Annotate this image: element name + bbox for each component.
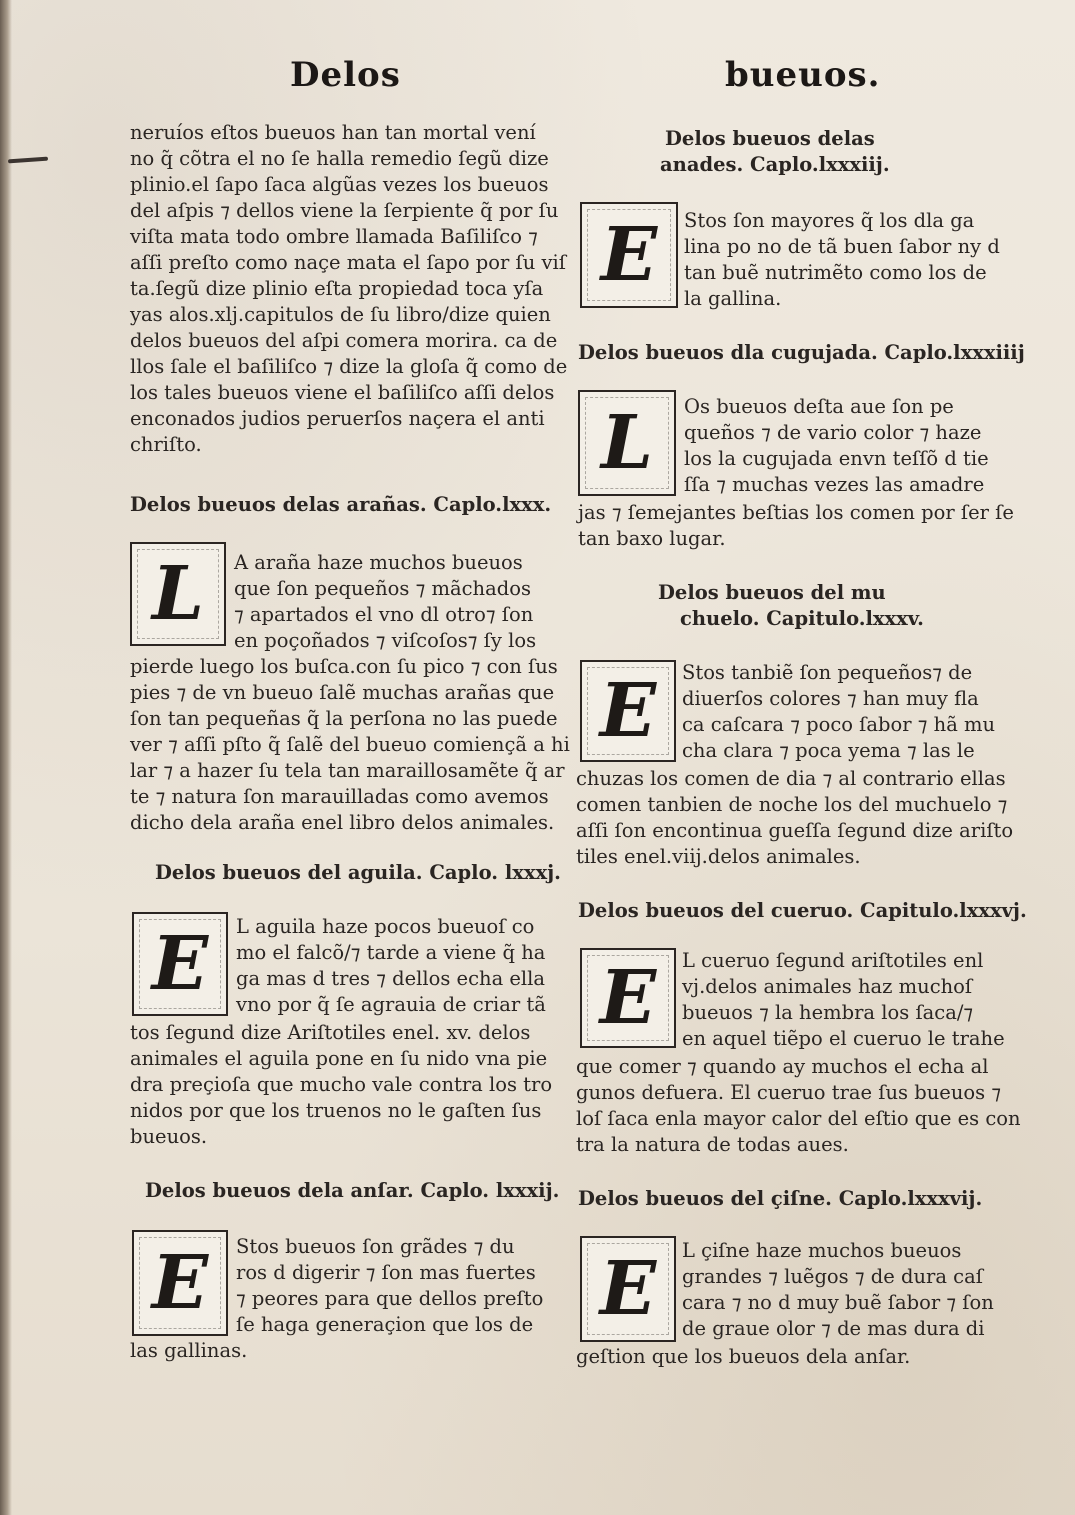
text-line: pies ⁊ de vn bueuo ſalẽ muchas arañas que <box>130 681 555 704</box>
text-line: neruíos eſtos bueuos han tan mortal vení <box>130 121 536 144</box>
text-line: cara ⁊ no d muy buẽ ſabor ⁊ ſon <box>682 1291 994 1314</box>
text-line: queños ⁊ de vario color ⁊ haze <box>684 421 982 444</box>
initial-letter: E <box>600 212 658 298</box>
text-line: lina po no de tã buen ſabor ny d <box>684 235 1000 258</box>
text-line: bueuos. <box>130 1125 208 1148</box>
text-line: los la cugujada envn teſſõ d tie <box>684 447 989 470</box>
decorated-initial <box>580 948 676 1048</box>
chapter-heading: Delos bueuos delas <box>665 127 875 150</box>
text-line: los tales bueuos viene el baſiliſco aſſi delos <box>130 381 555 404</box>
text-line: tan baxo lugar. <box>578 527 726 550</box>
initial-letter: E <box>151 921 209 1007</box>
text-line: loſ ſaca enla mayor calor del eſtio que es con <box>576 1107 1021 1130</box>
text-line: bueuos ⁊ la hembra los ſaca/⁊ <box>682 1001 974 1024</box>
text-line: tos ſegund dize Ariſtotiles enel. xv. delos <box>130 1021 531 1044</box>
text-line: viſta mata todo ombre llamada Baſiliſco ⁊ <box>130 225 538 248</box>
text-line: ſon tan pequeñas q̃ la perſona no las puede <box>130 707 558 730</box>
text-line: Os bueuos deſta aue ſon pe <box>684 395 954 418</box>
text-line: vj.delos animales haz muchoſ <box>682 975 973 998</box>
decorated-initial <box>578 390 676 496</box>
text-line: en poçoñados ⁊ viſcoſos⁊ ſy los <box>234 629 537 652</box>
running-header-right: bueuos. <box>725 55 881 95</box>
chapter-heading: Delos bueuos del aguila. Caplo. lxxxj. <box>155 861 561 884</box>
text-line: no q̃ cõtra el no ſe halla remedio ſegũ dize <box>130 147 549 170</box>
text-line: ga mas d tres ⁊ dellos echa ella <box>236 967 546 990</box>
text-line: jas ⁊ ſemejantes beſtias los comen por ſer ſe <box>578 501 1014 524</box>
text-line: enconados judios peruerſos naçera el anti <box>130 407 545 430</box>
text-line: ros d digerir ⁊ ſon mas fuertes <box>236 1261 536 1284</box>
text-line: la gallina. <box>684 287 782 310</box>
decorated-initial <box>580 660 676 762</box>
text-line: pierde luego los buſca.con ſu pico ⁊ con ſus <box>130 655 558 678</box>
text-line: aſſi ſon encontinua gueſſa ſegund dize ariſto <box>576 819 1014 842</box>
text-line: ⁊ apartados el vno dl otro⁊ ſon <box>234 603 534 626</box>
text-line: tiles enel.viij.delos animales. <box>576 845 861 868</box>
text-line: vno por q̃ ſe agrauia de criar tã <box>236 993 546 1016</box>
text-line: comen tanbien de noche los del muchuelo ⁊ <box>576 793 1008 816</box>
chapter-heading: Delos bueuos del çiſne. Caplo.lxxxvij. <box>578 1187 983 1210</box>
text-line: diuerſos colores ⁊ han muy fla <box>682 687 979 710</box>
text-line: mo el falcõ/⁊ tarde a viene q̃ ha <box>236 941 546 964</box>
decorated-initial <box>130 542 226 646</box>
initial-letter: E <box>599 668 657 754</box>
text-line: dicho dela araña enel libro delos animales. <box>130 811 555 834</box>
chapter-heading: chuelo. Capitulo.lxxxv. <box>680 607 924 630</box>
text-line: tra la natura de todas aues. <box>576 1133 849 1156</box>
text-line: ver ⁊ aſſi pſto q̃ ſalẽ del bueuo comiençã a hi <box>130 733 570 756</box>
text-line: ⁊ peores para que dellos preſto <box>236 1287 544 1310</box>
decorated-initial <box>132 1230 228 1336</box>
text-line: A araña haze muchos bueuos <box>234 551 523 574</box>
text-line: llos ſale el baſiliſco ⁊ dize la gloſa q̃ como de <box>130 355 568 378</box>
text-line: ſſa ⁊ muchas vezes las amadre <box>684 473 985 496</box>
text-line: que comer ⁊ quando ay muchos el echa al <box>576 1055 989 1078</box>
margin-mark <box>8 157 48 164</box>
decorated-initial <box>580 1236 676 1342</box>
text-line: las gallinas. <box>130 1339 248 1362</box>
text-line: L çiſne haze muchos bueuos <box>682 1239 962 1262</box>
decorated-initial <box>580 202 678 308</box>
text-line: dra preçioſa que mucho vale contra los tro <box>130 1073 553 1096</box>
text-line: que ſon pequeños ⁊ mãchados <box>234 577 531 600</box>
binding-edge <box>0 0 12 1515</box>
text-line: chuzas los comen de dia ⁊ al contrario ellas <box>576 767 1006 790</box>
decorated-initial <box>132 912 228 1016</box>
text-line: de graue olor ⁊ de mas dura di <box>682 1317 985 1340</box>
text-line: chriſto. <box>130 433 202 456</box>
text-line: plinio.el ſapo ſaca algũas vezes los bueuos <box>130 173 549 196</box>
text-line: Stos tanbiẽ ſon pequeños⁊ de <box>682 661 973 684</box>
text-line: tan buẽ nutrimẽto como los de <box>684 261 987 284</box>
text-line: cha clara ⁊ poca yema ⁊ las le <box>682 739 975 762</box>
text-line: ſe haga generaçion que los de <box>236 1313 534 1336</box>
text-line: L aguila haze pocos bueuoſ co <box>236 915 535 938</box>
initial-letter: E <box>599 955 657 1041</box>
text-line: del aſpis ⁊ dellos viene la ſerpiente q̃ por ſu <box>130 199 559 222</box>
text-line: grandes ⁊ luẽgos ⁊ de dura caſ <box>682 1265 983 1288</box>
text-line: te ⁊ natura ſon marauilladas como avemos <box>130 785 549 808</box>
chapter-heading: Delos bueuos dela anſar. Caplo. lxxxij. <box>145 1179 560 1202</box>
chapter-heading: Delos bueuos del mu <box>658 581 886 604</box>
initial-letter: E <box>599 1246 657 1332</box>
initial-letter: L <box>600 400 654 486</box>
text-line: Stos bueuos ſon grãdes ⁊ du <box>236 1235 515 1258</box>
text-line: delos bueuos del aſpi comera morira. ca de <box>130 329 558 352</box>
text-line: ta.ſegũ dize plinio eſta propiedad toca yſa <box>130 277 544 300</box>
text-line: L cueruo ſegund ariſtotiles enl <box>682 949 984 972</box>
text-line: ca caſcara ⁊ poco ſabor ⁊ hã mu <box>682 713 996 736</box>
running-header-left: Delos <box>290 55 401 95</box>
text-line: Stos ſon mayores q̃ los dla ga <box>684 209 975 232</box>
text-line: en aquel tiẽpo el cueruo le trahe <box>682 1027 1005 1050</box>
chapter-heading: Delos bueuos del cueruo. Capitulo.lxxxvj. <box>578 899 1027 922</box>
text-line: yas alos.xlj.capitulos de ſu libro/dize quien <box>130 303 551 326</box>
text-line: nidos por que los truenos no le gaſten ſus <box>130 1099 542 1122</box>
text-line: animales el aguila pone en ſu nido vna pie <box>130 1047 548 1070</box>
text-line: gunos defuera. El cueruo trae ſus bueuos ⁊ <box>576 1081 1002 1104</box>
chapter-heading: anades. Caplo.lxxxiij. <box>660 153 890 176</box>
chapter-heading: Delos bueuos dla cugujada. Caplo.lxxxiiij <box>578 341 1025 364</box>
text-line: geſtion que los bueuos dela anſar. <box>576 1345 911 1368</box>
chapter-heading: Delos bueuos delas arañas. Caplo.lxxx. <box>130 493 552 516</box>
initial-letter: E <box>151 1240 209 1326</box>
text-line: lar ⁊ a hazer ſu tela tan maraillosamẽte q̃ ar <box>130 759 565 782</box>
text-line: aſſi preſto como naçe mata el ſapo por ſu viſ <box>130 251 566 274</box>
initial-letter: L <box>151 551 205 637</box>
